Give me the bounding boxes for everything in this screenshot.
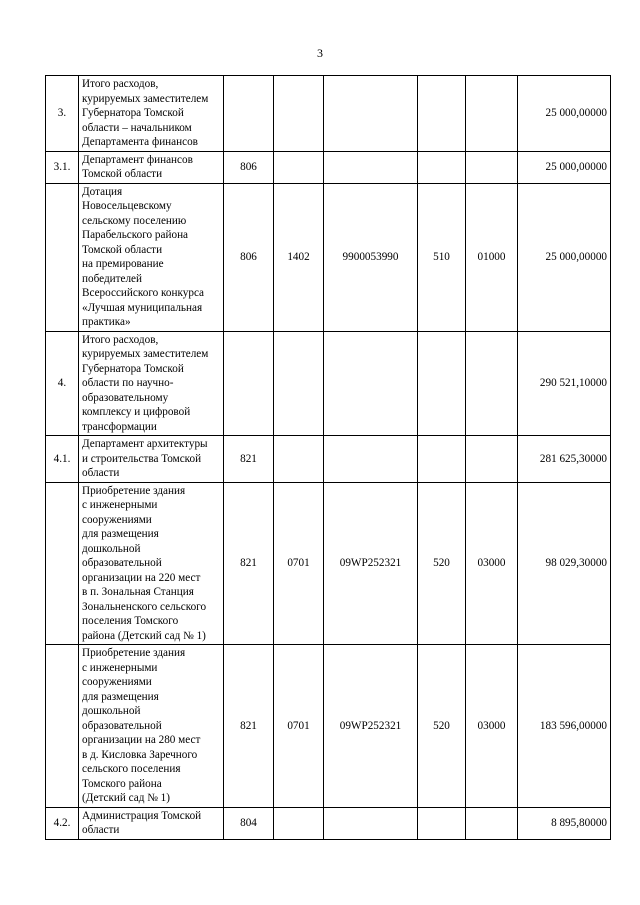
additional-code (466, 436, 518, 483)
expense-type (418, 807, 466, 839)
row-name: Дотация Новосельцевскому сельскому поселению Парабельского района Томской области на премирование победителей Всероссийского конкурса «Лучшая муниципальная практика» (79, 183, 224, 331)
target-code: 9900053990 (324, 183, 418, 331)
amount: 290 521,10000 (518, 331, 611, 436)
grbs-code: 806 (224, 151, 274, 183)
row-number (46, 183, 79, 331)
target-code: 09WP252321 (324, 645, 418, 808)
target-code (324, 76, 418, 152)
table-row (46, 807, 611, 839)
expense-type (418, 331, 466, 436)
row-number (46, 482, 79, 645)
row-number (46, 645, 79, 808)
row-name: Приобретение здания с инженерными сооружениями для размещения дошкольной образовательной организации на 220 мест в п. Зональная Станция Зональненского сельского поселения Томского района (Детский сад № 1) (79, 482, 224, 645)
table-row (46, 76, 611, 152)
row-name: Администрация Томской области (79, 807, 224, 839)
amount: 25 000,00000 (518, 76, 611, 152)
additional-code (466, 76, 518, 152)
grbs-code: 821 (224, 436, 274, 483)
row-name: Приобретение здания с инженерными сооружениями для размещения дошкольной образовательной организации на 280 мест в д. Кисловка Заречного сельского поселения Томского района (Детский сад № 1) (79, 645, 224, 808)
section-code: 0701 (274, 482, 324, 645)
grbs-code: 821 (224, 645, 274, 808)
table-row (46, 436, 611, 483)
row-name: Итого расходов, курируемых заместителем Губернатора Томской области по научно- образовательному комплексу и цифровой трансформации (79, 331, 224, 436)
row-name: Департамент архитектуры и строительства Томской области (79, 436, 224, 483)
section-code (274, 331, 324, 436)
amount: 25 000,00000 (518, 151, 611, 183)
target-code (324, 331, 418, 436)
table-row (46, 482, 611, 645)
row-number: 3.1. (46, 151, 79, 183)
additional-code (466, 807, 518, 839)
row-number: 3. (46, 76, 79, 152)
expense-type (418, 436, 466, 483)
amount: 25 000,00000 (518, 183, 611, 331)
table-row (46, 183, 611, 331)
grbs-code: 806 (224, 183, 274, 331)
section-code: 1402 (274, 183, 324, 331)
target-code (324, 436, 418, 483)
additional-code: 03000 (466, 482, 518, 645)
expense-type: 520 (418, 482, 466, 645)
target-code (324, 807, 418, 839)
row-name: Департамент финансов Томской области (79, 151, 224, 183)
row-number: 4.1. (46, 436, 79, 483)
amount: 281 625,30000 (518, 436, 611, 483)
grbs-code: 804 (224, 807, 274, 839)
additional-code: 03000 (466, 645, 518, 808)
grbs-code (224, 76, 274, 152)
expense-type: 520 (418, 645, 466, 808)
section-code (274, 151, 324, 183)
grbs-code (224, 331, 274, 436)
section-code (274, 436, 324, 483)
section-code (274, 76, 324, 152)
row-number: 4. (46, 331, 79, 436)
amount: 98 029,30000 (518, 482, 611, 645)
grbs-code: 821 (224, 482, 274, 645)
target-code (324, 151, 418, 183)
table-row (46, 151, 611, 183)
expense-type (418, 76, 466, 152)
table-row (46, 331, 611, 436)
amount: 8 895,80000 (518, 807, 611, 839)
table-row (46, 645, 611, 808)
expense-type (418, 151, 466, 183)
budget-table (45, 75, 611, 840)
expense-type: 510 (418, 183, 466, 331)
row-name: Итого расходов, курируемых заместителем Губернатора Томской области – начальником Департамента финансов (79, 76, 224, 152)
page-number: 3 (317, 46, 323, 60)
additional-code: 01000 (466, 183, 518, 331)
additional-code (466, 331, 518, 436)
row-number: 4.2. (46, 807, 79, 839)
section-code: 0701 (274, 645, 324, 808)
amount: 183 596,00000 (518, 645, 611, 808)
section-code (274, 807, 324, 839)
additional-code (466, 151, 518, 183)
target-code: 09WP252321 (324, 482, 418, 645)
